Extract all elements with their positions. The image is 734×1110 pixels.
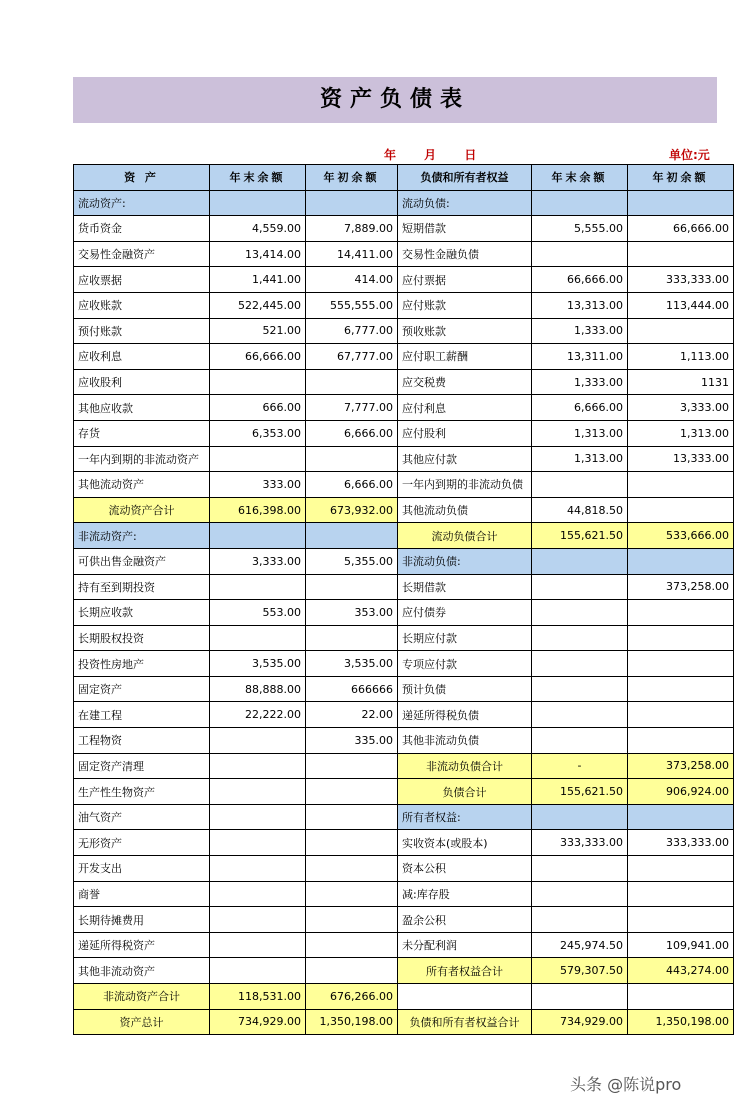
- liab-end-value: 1,313.00: [532, 446, 628, 472]
- table-row: [74, 216, 734, 242]
- page-title: 资产负债表: [319, 87, 470, 112]
- asset-end-value: [210, 958, 306, 984]
- asset-end-value: [210, 190, 306, 216]
- liab-name: 流动负债合计: [398, 523, 532, 549]
- header-row: [74, 165, 734, 191]
- liab-name: 非流动负债:: [398, 548, 532, 574]
- asset-name: 递延所得税资产: [74, 932, 210, 958]
- asset-name: 固定资产清理: [74, 753, 210, 779]
- table-row: [74, 728, 734, 754]
- liab-begin-value: 333,333.00: [628, 830, 734, 856]
- asset-begin-value: 673,932.00: [306, 497, 398, 523]
- liab-name: 非流动负债合计: [398, 753, 532, 779]
- liab-begin-value: 1,313.00: [628, 420, 734, 446]
- liab-begin-value: 533,666.00: [628, 523, 734, 549]
- header-asset-end: 年末余额: [210, 165, 306, 191]
- asset-name: 在建工程: [74, 702, 210, 728]
- liab-end-value: 1,313.00: [532, 420, 628, 446]
- liab-begin-value: [628, 881, 734, 907]
- asset-end-value: [210, 625, 306, 651]
- liab-name: 长期借款: [398, 574, 532, 600]
- header-liab-end: 年末余额: [532, 165, 628, 191]
- liab-end-value: 245,974.50: [532, 932, 628, 958]
- liab-begin-value: [628, 728, 734, 754]
- liab-name: 未分配利润: [398, 932, 532, 958]
- table-row: [74, 420, 734, 446]
- table-row: [74, 804, 734, 830]
- table-row: [74, 779, 734, 805]
- asset-end-value: 553.00: [210, 600, 306, 626]
- asset-begin-value: [306, 958, 398, 984]
- liab-begin-value: [628, 190, 734, 216]
- asset-end-value: [210, 881, 306, 907]
- liab-begin-value: 1,113.00: [628, 344, 734, 370]
- asset-begin-value: 14,411.00: [306, 241, 398, 267]
- asset-end-value: 521.00: [210, 318, 306, 344]
- liab-end-value: [532, 241, 628, 267]
- watermark: 头条 @陈说pro: [570, 1075, 682, 1094]
- asset-name: 流动资产合计: [74, 497, 210, 523]
- table-row: [74, 856, 734, 882]
- asset-begin-value: 7,777.00: [306, 395, 398, 421]
- asset-begin-value: [306, 804, 398, 830]
- title-band: [73, 77, 717, 123]
- liab-begin-value: 373,258.00: [628, 753, 734, 779]
- liab-name: 盈余公积: [398, 907, 532, 933]
- asset-name: 应收利息: [74, 344, 210, 370]
- liab-begin-value: 113,444.00: [628, 292, 734, 318]
- asset-name: 工程物资: [74, 728, 210, 754]
- header-liab-begin: 年初余额: [628, 165, 734, 191]
- liab-end-value: 44,818.50: [532, 497, 628, 523]
- asset-name: 油气资产: [74, 804, 210, 830]
- liab-begin-value: 1,350,198.00: [628, 1009, 734, 1035]
- asset-end-value: [210, 574, 306, 600]
- header-asset: 资 产: [74, 165, 210, 191]
- table-row: [74, 523, 734, 549]
- header-liab: 负债和所有者权益: [398, 165, 532, 191]
- liab-end-value: [532, 702, 628, 728]
- table-row: [74, 676, 734, 702]
- asset-end-value: [210, 804, 306, 830]
- table-row: [74, 548, 734, 574]
- table-row: [74, 497, 734, 523]
- asset-begin-value: [306, 446, 398, 472]
- liab-end-value: [532, 574, 628, 600]
- liab-name: 所有者权益:: [398, 804, 532, 830]
- asset-begin-value: [306, 881, 398, 907]
- liab-end-value: -: [532, 753, 628, 779]
- liab-begin-value: 109,941.00: [628, 932, 734, 958]
- liab-end-value: 1,333.00: [532, 318, 628, 344]
- table-row: [74, 984, 734, 1010]
- liab-begin-value: [628, 702, 734, 728]
- asset-end-value: [210, 753, 306, 779]
- asset-end-value: [210, 932, 306, 958]
- asset-name: 交易性金融资产: [74, 241, 210, 267]
- liab-end-value: 13,313.00: [532, 292, 628, 318]
- liab-begin-value: [628, 318, 734, 344]
- asset-name: 其他应收款: [74, 395, 210, 421]
- asset-begin-value: [306, 369, 398, 395]
- asset-end-value: 522,445.00: [210, 292, 306, 318]
- liab-end-value: [532, 625, 628, 651]
- liab-end-value: [532, 472, 628, 498]
- table-row: [74, 395, 734, 421]
- asset-name: 可供出售金融资产: [74, 548, 210, 574]
- liab-begin-value: [628, 651, 734, 677]
- liab-end-value: 155,621.50: [532, 779, 628, 805]
- asset-end-value: 333.00: [210, 472, 306, 498]
- asset-end-value: 616,398.00: [210, 497, 306, 523]
- liab-name: [398, 984, 532, 1010]
- liab-begin-value: [628, 472, 734, 498]
- asset-end-value: 6,353.00: [210, 420, 306, 446]
- balance-sheet-table: [73, 164, 734, 1035]
- asset-begin-value: 555,555.00: [306, 292, 398, 318]
- unit-label: 单位:元: [669, 148, 710, 162]
- asset-begin-value: [306, 856, 398, 882]
- asset-begin-value: [306, 574, 398, 600]
- asset-name: 固定资产: [74, 676, 210, 702]
- asset-end-value: 22,222.00: [210, 702, 306, 728]
- asset-name: 无形资产: [74, 830, 210, 856]
- asset-begin-value: 353.00: [306, 600, 398, 626]
- asset-begin-value: 6,777.00: [306, 318, 398, 344]
- asset-name: 长期待摊费用: [74, 907, 210, 933]
- asset-end-value: 88,888.00: [210, 676, 306, 702]
- date-label: 年 月 日: [384, 148, 489, 162]
- table-row: [74, 574, 734, 600]
- liab-name: 预计负债: [398, 676, 532, 702]
- asset-end-value: [210, 369, 306, 395]
- liab-begin-value: [628, 804, 734, 830]
- liab-name: 其他流动负债: [398, 497, 532, 523]
- liab-end-value: [532, 676, 628, 702]
- asset-name: 货币资金: [74, 216, 210, 242]
- header-asset-begin: 年初余额: [306, 165, 398, 191]
- liab-end-value: 734,929.00: [532, 1009, 628, 1035]
- table-row: [74, 318, 734, 344]
- liab-name: 应付票据: [398, 267, 532, 293]
- liab-name: 其他应付款: [398, 446, 532, 472]
- liab-name: 应付股利: [398, 420, 532, 446]
- liab-end-value: [532, 856, 628, 882]
- liab-end-value: 6,666.00: [532, 395, 628, 421]
- table-row: [74, 625, 734, 651]
- table-row: [74, 190, 734, 216]
- asset-begin-value: [306, 625, 398, 651]
- asset-begin-value: 335.00: [306, 728, 398, 754]
- asset-end-value: 66,666.00: [210, 344, 306, 370]
- liab-begin-value: [628, 856, 734, 882]
- liab-begin-value: [628, 907, 734, 933]
- asset-name: 长期股权投资: [74, 625, 210, 651]
- liab-end-value: [532, 881, 628, 907]
- table-row: [74, 753, 734, 779]
- asset-begin-value: [306, 932, 398, 958]
- liab-begin-value: [628, 625, 734, 651]
- asset-name: 一年内到期的非流动资产: [74, 446, 210, 472]
- table-row: [74, 292, 734, 318]
- asset-name: 流动资产:: [74, 190, 210, 216]
- liab-end-value: [532, 984, 628, 1010]
- asset-begin-value: 7,889.00: [306, 216, 398, 242]
- asset-end-value: [210, 830, 306, 856]
- liab-end-value: [532, 728, 628, 754]
- asset-end-value: 13,414.00: [210, 241, 306, 267]
- liab-begin-value: 66,666.00: [628, 216, 734, 242]
- liab-name: 其他非流动负债: [398, 728, 532, 754]
- liab-name: 应付账款: [398, 292, 532, 318]
- asset-begin-value: 1,350,198.00: [306, 1009, 398, 1035]
- table-row: [74, 907, 734, 933]
- liab-name: 减:库存股: [398, 881, 532, 907]
- table-row: [74, 651, 734, 677]
- asset-end-value: 666.00: [210, 395, 306, 421]
- liab-end-value: 333,333.00: [532, 830, 628, 856]
- liab-name: 应交税费: [398, 369, 532, 395]
- table-row: [74, 267, 734, 293]
- table-row: [74, 369, 734, 395]
- asset-begin-value: 67,777.00: [306, 344, 398, 370]
- table-row: [74, 830, 734, 856]
- asset-begin-value: 414.00: [306, 267, 398, 293]
- liab-name: 所有者权益合计: [398, 958, 532, 984]
- asset-name: 非流动资产合计: [74, 984, 210, 1010]
- asset-end-value: 3,333.00: [210, 548, 306, 574]
- asset-end-value: [210, 523, 306, 549]
- asset-name: 商誉: [74, 881, 210, 907]
- asset-begin-value: 6,666.00: [306, 472, 398, 498]
- asset-end-value: [210, 779, 306, 805]
- asset-name: 其他非流动资产: [74, 958, 210, 984]
- liab-begin-value: 443,274.00: [628, 958, 734, 984]
- liab-end-value: [532, 804, 628, 830]
- asset-end-value: 3,535.00: [210, 651, 306, 677]
- liab-end-value: [532, 907, 628, 933]
- liab-end-value: 1,333.00: [532, 369, 628, 395]
- table-row: [74, 1009, 734, 1035]
- liab-begin-value: 373,258.00: [628, 574, 734, 600]
- asset-begin-value: 6,666.00: [306, 420, 398, 446]
- asset-name: 预付账款: [74, 318, 210, 344]
- liab-begin-value: 906,924.00: [628, 779, 734, 805]
- liab-name: 短期借款: [398, 216, 532, 242]
- asset-name: 持有至到期投资: [74, 574, 210, 600]
- table-row: [74, 472, 734, 498]
- asset-begin-value: [306, 190, 398, 216]
- asset-end-value: [210, 856, 306, 882]
- asset-name: 开发支出: [74, 856, 210, 882]
- asset-begin-value: [306, 523, 398, 549]
- liab-end-value: 579,307.50: [532, 958, 628, 984]
- table-row: [74, 344, 734, 370]
- liab-end-value: 13,311.00: [532, 344, 628, 370]
- asset-end-value: [210, 728, 306, 754]
- liab-end-value: 66,666.00: [532, 267, 628, 293]
- table-row: [74, 241, 734, 267]
- table-row: [74, 958, 734, 984]
- liab-name: 预收账款: [398, 318, 532, 344]
- asset-end-value: [210, 907, 306, 933]
- table-row: [74, 881, 734, 907]
- asset-name: 生产性生物资产: [74, 779, 210, 805]
- liab-end-value: 5,555.00: [532, 216, 628, 242]
- liab-name: 专项应付款: [398, 651, 532, 677]
- liab-begin-value: [628, 984, 734, 1010]
- liab-begin-value: 333,333.00: [628, 267, 734, 293]
- liab-end-value: 155,621.50: [532, 523, 628, 549]
- asset-name: 应收股利: [74, 369, 210, 395]
- asset-name: 存货: [74, 420, 210, 446]
- liab-name: 应付职工薪酬: [398, 344, 532, 370]
- liab-name: 递延所得税负债: [398, 702, 532, 728]
- liab-begin-value: 13,333.00: [628, 446, 734, 472]
- liab-name: 应付利息: [398, 395, 532, 421]
- liab-name: 负债合计: [398, 779, 532, 805]
- asset-name: 资产总计: [74, 1009, 210, 1035]
- liab-name: 实收资本(或股本): [398, 830, 532, 856]
- table-row: [74, 446, 734, 472]
- asset-end-value: [210, 446, 306, 472]
- asset-begin-value: [306, 907, 398, 933]
- asset-name: 应收票据: [74, 267, 210, 293]
- asset-end-value: 4,559.00: [210, 216, 306, 242]
- asset-begin-value: [306, 830, 398, 856]
- asset-begin-value: 666666: [306, 676, 398, 702]
- asset-name: 其他流动资产: [74, 472, 210, 498]
- liab-end-value: [532, 190, 628, 216]
- liab-begin-value: [628, 676, 734, 702]
- asset-end-value: 1,441.00: [210, 267, 306, 293]
- asset-end-value: 118,531.00: [210, 984, 306, 1010]
- asset-name: 应收账款: [74, 292, 210, 318]
- liab-name: 应付债券: [398, 600, 532, 626]
- asset-end-value: 734,929.00: [210, 1009, 306, 1035]
- table-row: [74, 932, 734, 958]
- liab-name: 长期应付款: [398, 625, 532, 651]
- liab-begin-value: [628, 600, 734, 626]
- liab-name: 资本公积: [398, 856, 532, 882]
- liab-begin-value: [628, 497, 734, 523]
- liab-end-value: [532, 600, 628, 626]
- asset-begin-value: [306, 753, 398, 779]
- liab-end-value: [532, 651, 628, 677]
- asset-begin-value: 5,355.00: [306, 548, 398, 574]
- asset-name: 非流动资产:: [74, 523, 210, 549]
- liab-name: 交易性金融负债: [398, 241, 532, 267]
- liab-end-value: [532, 548, 628, 574]
- liab-name: 负债和所有者权益合计: [398, 1009, 532, 1035]
- asset-begin-value: 3,535.00: [306, 651, 398, 677]
- table-row: [74, 702, 734, 728]
- asset-name: 长期应收款: [74, 600, 210, 626]
- liab-begin-value: [628, 241, 734, 267]
- liab-begin-value: [628, 548, 734, 574]
- asset-name: 投资性房地产: [74, 651, 210, 677]
- asset-begin-value: 676,266.00: [306, 984, 398, 1010]
- liab-name: 一年内到期的非流动负债: [398, 472, 532, 498]
- asset-begin-value: [306, 779, 398, 805]
- table-row: [74, 600, 734, 626]
- liab-begin-value: 1131: [628, 369, 734, 395]
- asset-begin-value: 22.00: [306, 702, 398, 728]
- liab-begin-value: 3,333.00: [628, 395, 734, 421]
- liab-name: 流动负债:: [398, 190, 532, 216]
